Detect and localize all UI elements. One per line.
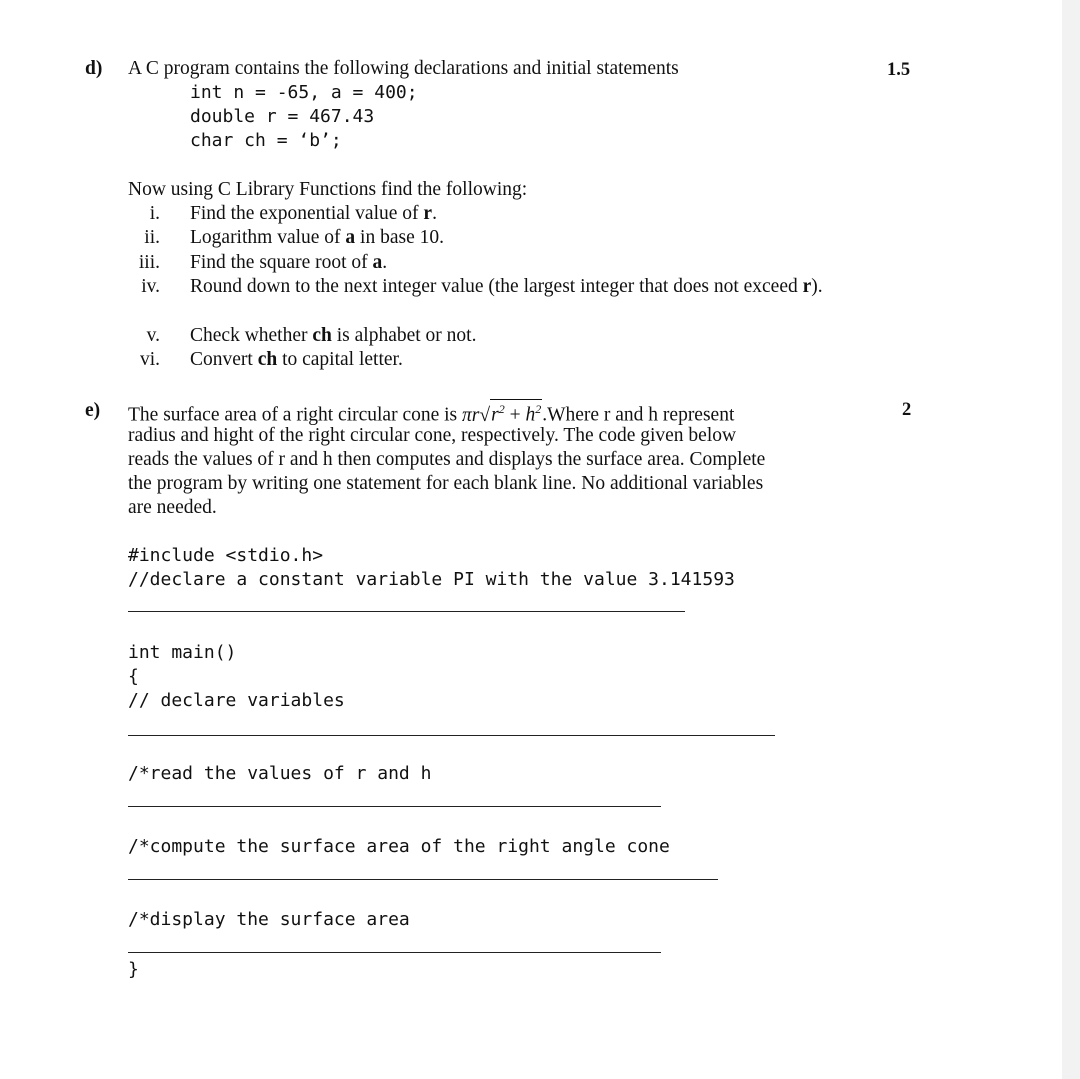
list-item-variable: ch xyxy=(257,349,278,370)
formula-r: r xyxy=(491,404,499,426)
list-item-text-post: to capital letter. xyxy=(277,349,403,370)
question-e-line-3: reads the values of r and h then computes and displays the surface area. Complete xyxy=(128,449,766,470)
side-scroll-gutter xyxy=(1062,0,1080,1079)
code-line-declare-char: char ch = ‘b’; xyxy=(190,130,342,151)
blank-line-compute xyxy=(128,879,718,880)
question-e-line-4: the program by writing one statement for each blank line. No additional variables xyxy=(128,473,764,494)
question-d-label: d) xyxy=(85,58,103,79)
formula-plus: + xyxy=(504,404,526,426)
code-comment-vars: // declare variables xyxy=(128,690,345,711)
list-item-text-pre: Round down to the next integer value (the largest integer that does not exceed xyxy=(190,276,803,297)
code-comment-display: /*display the surface area xyxy=(128,909,410,930)
question-d-intro: A C program contains the following declarations and initial statements xyxy=(128,58,679,79)
list-item-variable: a xyxy=(345,227,356,248)
list-item-text-post: ). xyxy=(811,276,823,297)
question-e-label: e) xyxy=(85,400,101,421)
code-include: #include <stdio.h> xyxy=(128,545,324,566)
list-item-text-pre: Find the square root of xyxy=(190,252,373,273)
list-item-text xyxy=(190,251,858,275)
formula-r-exponent: 2 xyxy=(498,402,505,416)
list-item-text-post: . xyxy=(382,252,388,273)
code-comment-pi: //declare a constant variable PI with the value 3.141593 xyxy=(128,569,735,590)
code-close-brace: } xyxy=(128,959,139,980)
question-e-text-before: The surface area of a right circular cone is xyxy=(128,404,463,426)
formula-h: h xyxy=(525,404,536,426)
list-item-number: vi. xyxy=(139,349,160,370)
question-d-marks: 1.5 xyxy=(887,60,911,80)
list-item-number: v. xyxy=(146,325,160,346)
list-item-number: ii. xyxy=(144,227,160,248)
list-item-text-post: in base 10. xyxy=(355,227,444,248)
question-e-marks: 2 xyxy=(902,400,912,420)
list-item-text xyxy=(190,348,858,372)
code-open-brace: { xyxy=(128,666,139,687)
list-item-number: i. xyxy=(149,203,160,224)
code-comment-compute: /*compute the surface area of the right angle cone xyxy=(128,836,670,857)
sqrt-sign: √ xyxy=(479,404,491,426)
code-line-declare-double: double r = 467.43 xyxy=(190,106,375,127)
question-e-line-2: radius and hight of the right circular cone, respectively. The code given below xyxy=(128,425,737,446)
list-item-text-pre: Logarithm value of xyxy=(190,227,346,248)
list-item-text-pre: Find the exponential value of xyxy=(190,203,424,224)
surface-area-formula xyxy=(462,402,542,426)
list-item-number: iv. xyxy=(141,276,160,297)
code-comment-read: /*read the values of r and h xyxy=(128,763,432,784)
formula-h-exponent: 2 xyxy=(535,402,542,416)
list-item-text xyxy=(190,202,858,226)
blank-line-display xyxy=(128,952,661,953)
list-item-text xyxy=(190,324,858,348)
list-item-variable: ch xyxy=(312,325,332,346)
formula-pi-r: πr xyxy=(462,404,480,426)
question-e-text-after: .Where r and h represent xyxy=(542,404,735,426)
question-d-instruction: Now using C Library Functions find the following: xyxy=(128,179,528,200)
code-line-declare-int: int n = -65, a = 400; xyxy=(190,82,418,103)
list-item-text-pre: Check whether xyxy=(190,325,313,346)
blank-line-read xyxy=(128,806,661,807)
list-item-variable: r xyxy=(802,276,812,297)
list-item-variable: a xyxy=(372,252,383,273)
code-main: int main() xyxy=(128,642,237,663)
list-item-text xyxy=(190,275,858,299)
list-item-text-pre: Convert xyxy=(190,349,258,370)
formula-radicand xyxy=(490,399,542,425)
list-item-text-post: . xyxy=(432,203,437,224)
blank-line-vars xyxy=(128,735,775,736)
list-item-text-post: is alphabet or not. xyxy=(331,325,477,346)
list-item-variable: r xyxy=(423,203,433,224)
question-e-line-5: are needed. xyxy=(128,497,217,518)
blank-line-pi xyxy=(128,611,685,612)
list-item-text xyxy=(190,226,858,250)
list-item-number: iii. xyxy=(138,252,160,273)
